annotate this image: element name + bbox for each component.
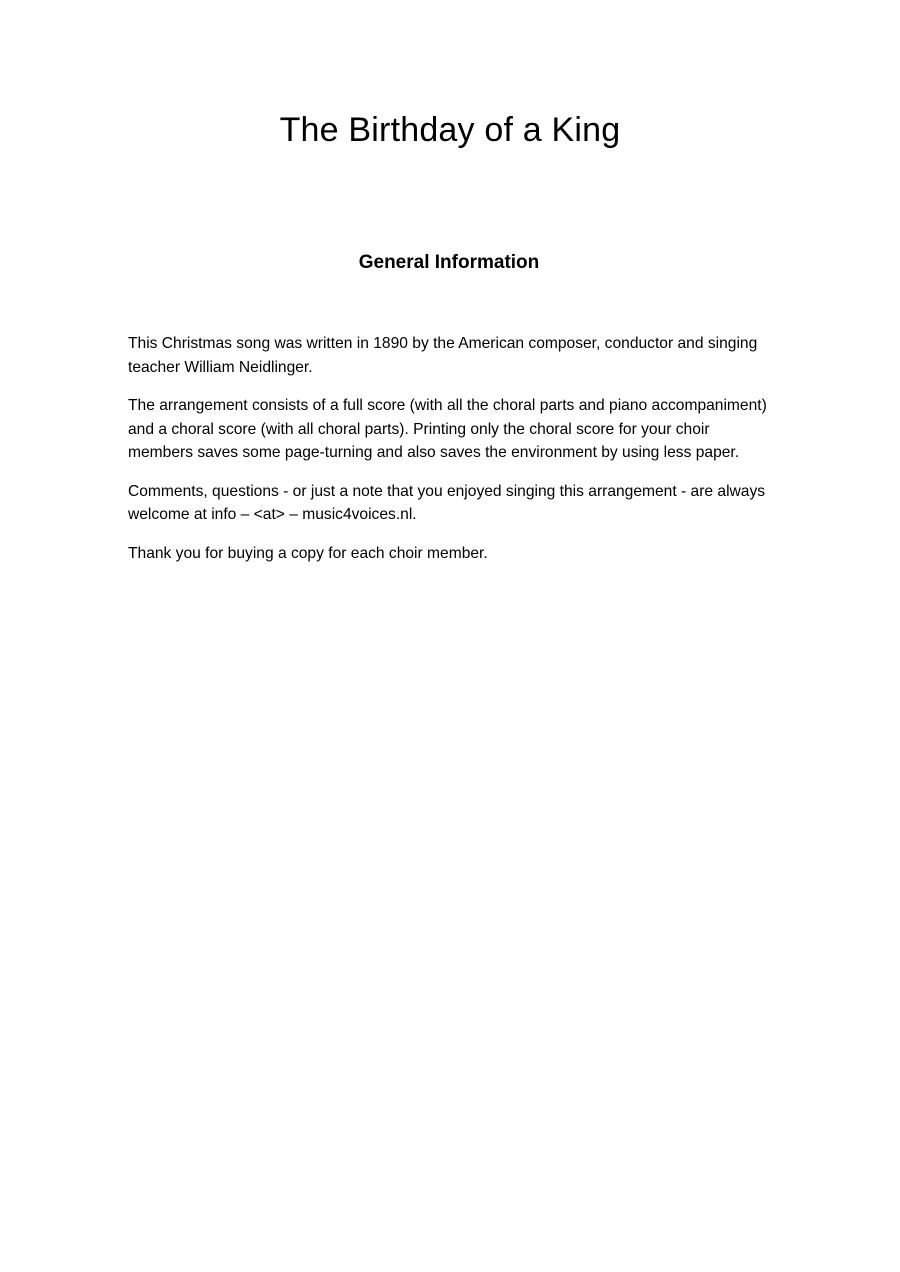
section-heading: General Information xyxy=(358,252,540,273)
paragraph-arrangement: The arrangement consists of a full score (with all the choral parts and piano accompaniment) and a choral score (with all choral parts). Printing only the choral score for your choir members saves some page-turning and also saves the environment by using less paper. xyxy=(128,397,767,461)
paragraph-thanks: Thank you for buying a copy for each choir member. xyxy=(128,544,488,562)
body-text xyxy=(128,332,778,580)
paragraph-contact: Comments, questions - or just a note that you enjoyed singing this arrangement - are always welcome at info – <at> – music4voices.nl. xyxy=(128,482,766,523)
paragraph-intro: This Christmas song was written in 1890 by the American composer, conductor and singing teacher William Neidlinger. xyxy=(128,335,758,376)
document-title: The Birthday of a King xyxy=(279,111,621,149)
